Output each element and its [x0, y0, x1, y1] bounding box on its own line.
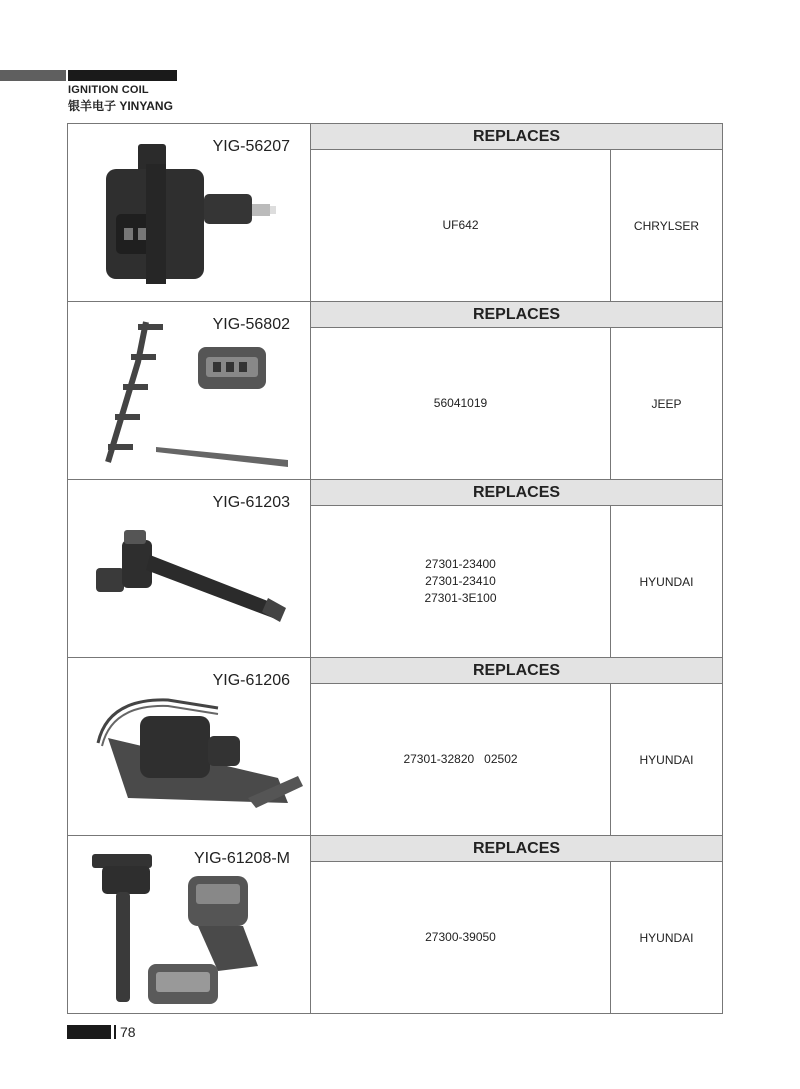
- oem-number: 27301-23410: [425, 574, 496, 588]
- oem-numbers: [311, 862, 611, 1013]
- replaces-header: REPLACES: [311, 836, 722, 862]
- header-bar-grey: [0, 70, 66, 81]
- oem-numbers: [311, 506, 611, 657]
- page-number: 78: [120, 1024, 136, 1040]
- part-number: YIG-56802: [212, 316, 290, 333]
- part-number: YIG-56207: [212, 138, 290, 155]
- replaces-header: REPLACES: [311, 480, 722, 506]
- replaces-header: REPLACES: [311, 124, 722, 150]
- replaces-header: REPLACES: [311, 658, 722, 684]
- product-image-cell: [68, 480, 311, 657]
- table-row: [68, 302, 722, 480]
- vehicle-make: HYUNDAI: [639, 930, 694, 945]
- header-bar-dark: [68, 70, 177, 81]
- oem-number: 27301-23400: [425, 557, 496, 571]
- table-row: [68, 124, 722, 302]
- section-title: IGNITION COIL: [68, 84, 149, 96]
- oem-number: 56041019: [433, 396, 488, 410]
- oem-numbers: [311, 328, 611, 479]
- replaces-header: REPLACES: [311, 302, 722, 328]
- oem-number: 27301-3E100: [424, 591, 497, 605]
- product-table: [67, 123, 723, 1014]
- footer-bar: [67, 1025, 111, 1039]
- product-image-cell: [68, 836, 311, 1014]
- part-number: YIG-61206: [212, 672, 290, 689]
- vehicle-make: CHRYLSER: [633, 218, 700, 233]
- product-image-cell: [68, 124, 311, 301]
- brand-title: 银羊电子 YINYANG: [68, 99, 173, 113]
- oem-number: 27301-32820 02502: [403, 752, 518, 766]
- vehicle-make: HYUNDAI: [639, 574, 694, 589]
- footer-divider: [114, 1025, 116, 1039]
- part-number: YIG-61208-M: [193, 850, 290, 867]
- part-number: YIG-61203: [212, 494, 290, 511]
- table-row: [68, 836, 722, 1014]
- table-row: [68, 480, 722, 658]
- product-image-cell: [68, 658, 311, 835]
- vehicle-make: HYUNDAI: [639, 752, 694, 767]
- oem-numbers: [311, 684, 611, 835]
- oem-numbers: [311, 150, 611, 301]
- table-row: [68, 658, 722, 836]
- product-image-cell: [68, 302, 311, 479]
- vehicle-make: JEEP: [651, 396, 682, 411]
- oem-number: 27300-39050: [425, 930, 496, 944]
- oem-number: UF642: [442, 218, 479, 232]
